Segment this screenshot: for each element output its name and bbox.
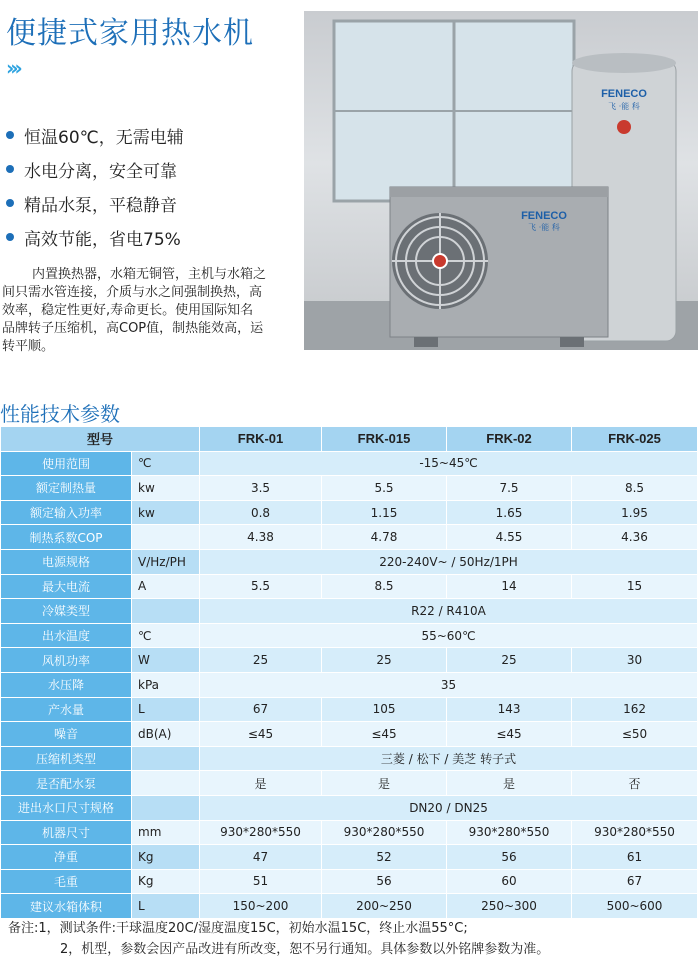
- row-value: 14: [447, 574, 572, 599]
- table-row: [1, 894, 698, 919]
- row-name: 压缩机类型: [1, 746, 132, 771]
- row-value: 51: [200, 869, 322, 894]
- table-row: [1, 525, 698, 550]
- row-value: 930*280*550: [447, 820, 572, 845]
- product-description: 内置换热器，水箱无铜管，主机与水箱之间只需水管连接，介质与水之间强制换热，高效率，稳定性更好,寿命更长。使用国际知名品牌转子压缩机，高COP值，制热能效高，运转平顺。: [2, 267, 267, 354]
- row-value: 4.55: [447, 525, 572, 550]
- row-unit: kw: [132, 476, 200, 501]
- bullet-icon: [6, 131, 14, 139]
- feature-text: 精品水泵，平稳静音: [24, 195, 177, 216]
- row-unit: [132, 525, 200, 550]
- header-cell: FRK-025: [572, 427, 698, 452]
- row-value: 4.38: [200, 525, 322, 550]
- row-unit: mm: [132, 820, 200, 845]
- row-unit: V/Hz/PH: [132, 549, 200, 574]
- chevrons-icon: ›››: [6, 56, 19, 80]
- row-value: 1.95: [572, 500, 698, 525]
- row-value: 4.78: [322, 525, 447, 550]
- notes: [8, 918, 549, 960]
- table-row: [1, 623, 698, 648]
- row-value: 25: [200, 648, 322, 673]
- row-value: R22 / R410A: [200, 599, 698, 624]
- row-value: 5.5: [322, 476, 447, 501]
- row-name: 使用范围: [1, 451, 132, 476]
- row-value: 25: [322, 648, 447, 673]
- row-value: 930*280*550: [322, 820, 447, 845]
- row-value: 30: [572, 648, 698, 673]
- header-cell: FRK-015: [322, 427, 447, 452]
- row-name: 制热系数COP: [1, 525, 132, 550]
- row-value: 143: [447, 697, 572, 722]
- row-value: ≤45: [200, 722, 322, 747]
- row-unit: A: [132, 574, 200, 599]
- table-row: [1, 869, 698, 894]
- product-illustration: [304, 11, 698, 350]
- row-name: 进出水口尺寸规格: [1, 795, 132, 820]
- row-value: 15: [572, 574, 698, 599]
- header-cell: FRK-02: [447, 427, 572, 452]
- row-value: 25: [447, 648, 572, 673]
- row-value: 35: [200, 672, 698, 697]
- tank-brand-cn: 飞 ·能 科: [608, 102, 640, 111]
- table-row: [1, 845, 698, 870]
- row-value: 三菱 / 松下 / 美芝 转子式: [200, 746, 698, 771]
- feature-item: [6, 186, 184, 220]
- page-title: 便捷式家用热水机: [6, 16, 254, 51]
- row-unit: L: [132, 894, 200, 919]
- row-unit: [132, 795, 200, 820]
- unit-brand: FENECO: [521, 210, 567, 222]
- row-name: 冷媒类型: [1, 599, 132, 624]
- row-unit: kw: [132, 500, 200, 525]
- section-title: 性能技术参数: [0, 402, 120, 426]
- table-row: [1, 451, 698, 476]
- row-unit: kPa: [132, 672, 200, 697]
- table-row: [1, 746, 698, 771]
- row-unit: dB(A): [132, 722, 200, 747]
- table-row: [1, 672, 698, 697]
- note-line: 2，机型，参数会因产品改进有所改变，恕不另行通知。具体参数以外铭牌参数为准。: [60, 942, 550, 957]
- row-value: 否: [572, 771, 698, 796]
- row-unit: Kg: [132, 845, 200, 870]
- row-value: 56: [447, 845, 572, 870]
- row-unit: Kg: [132, 869, 200, 894]
- row-name: 出水温度: [1, 623, 132, 648]
- table-row: [1, 574, 698, 599]
- row-value: 是: [322, 771, 447, 796]
- row-value: 61: [572, 845, 698, 870]
- row-value: 8.5: [572, 476, 698, 501]
- row-value: 5.5: [200, 574, 322, 599]
- spec-table: [0, 426, 698, 919]
- row-value: 4.36: [572, 525, 698, 550]
- row-value: 162: [572, 697, 698, 722]
- row-value: 7.5: [447, 476, 572, 501]
- feature-item: [6, 220, 184, 254]
- row-value: 1.15: [322, 500, 447, 525]
- table-row: [1, 648, 698, 673]
- row-value: -15~45℃: [200, 451, 698, 476]
- row-unit: L: [132, 697, 200, 722]
- row-value: 是: [200, 771, 322, 796]
- row-name: 额定制热量: [1, 476, 132, 501]
- row-unit: [132, 746, 200, 771]
- row-unit: [132, 599, 200, 624]
- table-row: [1, 820, 698, 845]
- row-value: ≤45: [447, 722, 572, 747]
- row-value: 150~200: [200, 894, 322, 919]
- row-value: 47: [200, 845, 322, 870]
- bullet-icon: [6, 199, 14, 207]
- feature-text: 高效节能，省电75%: [24, 229, 181, 250]
- row-value: 1.65: [447, 500, 572, 525]
- row-value: 500~600: [572, 894, 698, 919]
- row-name: 是否配水泵: [1, 771, 132, 796]
- row-value: 52: [322, 845, 447, 870]
- feature-text: 水电分离，安全可靠: [24, 161, 177, 182]
- table-row: [1, 722, 698, 747]
- row-name: 噪音: [1, 722, 132, 747]
- feature-text: 恒温60℃，无需电辅: [24, 127, 184, 148]
- row-name: 水压降: [1, 672, 132, 697]
- row-value: 60: [447, 869, 572, 894]
- row-value: 是: [447, 771, 572, 796]
- table-header-row: [1, 427, 698, 452]
- row-value: 0.8: [200, 500, 322, 525]
- row-name: 风机功率: [1, 648, 132, 673]
- row-unit: ℃: [132, 623, 200, 648]
- row-value: 55~60℃: [200, 623, 698, 648]
- row-value: 220-240V~ / 50Hz/1PH: [200, 549, 698, 574]
- row-value: 250~300: [447, 894, 572, 919]
- table-row: [1, 795, 698, 820]
- row-value: 105: [322, 697, 447, 722]
- note-line: 备注:1，测试条件:干球温度20C/湿度温度15C，初始水温15C，终止水温55°C;: [8, 921, 468, 936]
- row-name: 额定输入功率: [1, 500, 132, 525]
- feature-item: [6, 152, 184, 186]
- row-unit: [132, 771, 200, 796]
- row-value: 56: [322, 869, 447, 894]
- table-row: [1, 476, 698, 501]
- header-cell-model: 型号: [1, 427, 200, 452]
- row-name: 建议水箱体积: [1, 894, 132, 919]
- row-value: ≤45: [322, 722, 447, 747]
- row-value: 3.5: [200, 476, 322, 501]
- row-name: 电源规格: [1, 549, 132, 574]
- row-value: DN20 / DN25: [200, 795, 698, 820]
- row-value: 930*280*550: [572, 820, 698, 845]
- table-row: [1, 549, 698, 574]
- row-value: 67: [200, 697, 322, 722]
- table-row: [1, 599, 698, 624]
- row-value: 8.5: [322, 574, 447, 599]
- table-row: [1, 697, 698, 722]
- row-name: 机器尺寸: [1, 820, 132, 845]
- bullet-icon: [6, 233, 14, 241]
- row-value: 930*280*550: [200, 820, 322, 845]
- tank-brand: FENECO: [601, 88, 647, 100]
- feature-list: [6, 118, 184, 254]
- bullet-icon: [6, 165, 14, 173]
- table-row: [1, 500, 698, 525]
- row-value: ≤50: [572, 722, 698, 747]
- row-name: 产水量: [1, 697, 132, 722]
- row-name: 净重: [1, 845, 132, 870]
- feature-item: [6, 118, 184, 152]
- unit-brand-cn: 飞 ·能 科: [528, 223, 560, 232]
- table-row: [1, 771, 698, 796]
- header-cell: FRK-01: [200, 427, 322, 452]
- row-unit: W: [132, 648, 200, 673]
- row-value: 67: [572, 869, 698, 894]
- row-value: 200~250: [322, 894, 447, 919]
- row-unit: ℃: [132, 451, 200, 476]
- row-name: 毛重: [1, 869, 132, 894]
- product-photo: [304, 11, 698, 350]
- row-name: 最大电流: [1, 574, 132, 599]
